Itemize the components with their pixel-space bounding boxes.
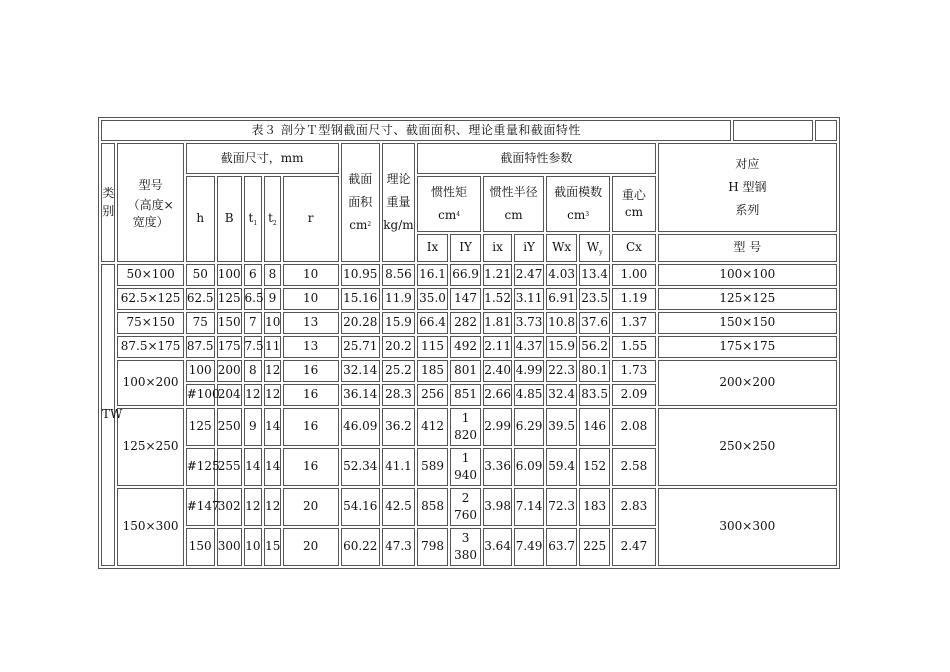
h-cell: 150 [186,528,215,566]
area-cell: 25.71 [341,336,380,358]
ix-cell: 798 [417,528,448,566]
area-cell: 36.14 [341,384,380,406]
table-row [101,336,837,358]
wy-cell: 23.5 [579,288,610,310]
t1-header: $t_1$ [244,176,263,262]
wx-cell: 39.5 [546,408,577,446]
area-cell: 46.09 [341,408,380,446]
ix-cell: 3.36 [483,448,512,486]
r-header: r [283,176,339,262]
t1-cell: 12 [244,488,263,526]
wx-cell: 22.3 [546,360,577,382]
series-cell: 300×300 [658,488,837,566]
weight-cell: 41.1 [382,448,415,486]
model-cell: 150×300 [117,488,183,566]
cx-cell: 1.19 [612,288,655,310]
wy-cell: 83.5 [579,384,610,406]
ix-cell: 185 [417,360,448,382]
radius-header: 惯性半径 cm [483,176,544,232]
iy-cell: 3 380 [450,528,481,566]
iy-cell: 6.09 [514,448,544,486]
series-cell: 150×150 [658,312,837,334]
dims-header: 截面尺寸，mm [186,143,339,174]
h-cell: 87.5 [186,336,215,358]
weight-cell: 28.3 [382,384,415,406]
b-cell: 100 [217,264,242,286]
cx-cell: 2.58 [612,448,655,486]
iy-cell: 1 940 [450,448,481,486]
iy-cell: 147 [450,288,481,310]
iy-cell: 4.37 [514,336,544,358]
weight-cell: 15.9 [382,312,415,334]
cx-header: Cx [612,234,655,262]
model-cell: 87.5×175 [117,336,183,358]
iy-cell: 492 [450,336,481,358]
wx-cell: 15.9 [546,336,577,358]
t2-cell: 12 [264,384,281,406]
series-cell: 250×250 [658,408,837,486]
t2-cell: 11 [264,336,281,358]
t2-cell: 10 [264,312,281,334]
t2-cell: 12 [264,488,281,526]
ix-moment-header: Ix [417,234,448,262]
r-cell: 16 [283,384,339,406]
r-cell: 16 [283,448,339,486]
ix-radius-header: ix [483,234,512,262]
t2-cell: 8 [264,264,281,286]
t1-cell: 7.5 [244,336,263,358]
series-model-header: 型 号 [658,234,837,262]
t1-cell: 12 [244,384,263,406]
cx-cell: 1.37 [612,312,655,334]
category-header: 类 别 [101,143,115,262]
weight-cell: 36.2 [382,408,415,446]
model-cell: 100×200 [117,360,183,406]
iy-cell: 851 [450,384,481,406]
cx-cell: 1.00 [612,264,655,286]
ix-cell: 858 [417,488,448,526]
iy-cell: 6.29 [514,408,544,446]
title-blank-cell [815,120,837,141]
table-row [101,312,837,334]
wy-cell: 152 [579,448,610,486]
b-cell: 150 [217,312,242,334]
ix-cell: 35.0 [417,288,448,310]
t2-header: $t_2$ [264,176,281,262]
model-header: 型号 （高度× 宽度） [117,143,183,262]
cx-cell: 2.83 [612,488,655,526]
iy-cell: 801 [450,360,481,382]
ix-cell: 3.64 [483,528,512,566]
weight-cell: 11.9 [382,288,415,310]
h-cell: 100 [186,360,215,382]
table-row [101,264,837,286]
weight-cell: 25.2 [382,360,415,382]
props-header: 截面特性参数 [417,143,656,174]
t1-cell: 14 [244,448,263,486]
cx-cell: 1.55 [612,336,655,358]
h-series-header: 对应 H 型钢 系列 [658,143,837,232]
ix-cell: 16.1 [417,264,448,286]
ix-cell: 412 [417,408,448,446]
h-cell: #125 [186,448,215,486]
r-cell: 20 [283,488,339,526]
area-cell: 32.14 [341,360,380,382]
wy-cell: 146 [579,408,610,446]
ix-cell: 115 [417,336,448,358]
model-cell: 62.5×125 [117,288,183,310]
wx-cell: 10.8 [546,312,577,334]
iy-cell: 4.99 [514,360,544,382]
cx-cell: 1.73 [612,360,655,382]
wx-cell: 32.4 [546,384,577,406]
wy-cell: 225 [579,528,610,566]
table-title: 表３ 剖分Ｔ型钢截面尺寸、截面面积、理论重量和截面特性 [101,120,731,141]
area-cell: 10.95 [341,264,380,286]
iy-cell: 2.47 [514,264,544,286]
b-cell: 125 [217,288,242,310]
weight-header: 理论 重量 kg/m [382,143,415,262]
h-cell: 50 [186,264,215,286]
h-cell: 62.5 [186,288,215,310]
table-row [101,360,837,382]
area-cell: 15.16 [341,288,380,310]
b-cell: 175 [217,336,242,358]
wy-cell: 80.1 [579,360,610,382]
b-cell: 255 [217,448,242,486]
series-cell: 125×125 [658,288,837,310]
iy-cell: 66.9 [450,264,481,286]
table-row [101,408,837,446]
t1-cell: 10 [244,528,263,566]
t1-cell: 8 [244,360,263,382]
area-cell: 60.22 [341,528,380,566]
model-cell: 50×100 [117,264,183,286]
wx-cell: 4.03 [546,264,577,286]
ix-cell: 2.11 [483,336,512,358]
inertia-header: 惯性矩 $cm^4$ [417,176,481,232]
t1-cell: 6.5 [244,288,263,310]
wy-cell: 13.4 [579,264,610,286]
t1-cell: 6 [244,264,263,286]
wy-header: $W_y$ [579,234,610,262]
wx-cell: 63.7 [546,528,577,566]
weight-cell: 42.5 [382,488,415,526]
t2-cell: 12 [264,360,281,382]
b-header: B [217,176,242,262]
r-cell: 16 [283,360,339,382]
iy-radius-header: iY [514,234,544,262]
wx-header: Wx [546,234,577,262]
weight-cell: 20.2 [382,336,415,358]
ix-cell: 2.40 [483,360,512,382]
iy-cell: 2 760 [450,488,481,526]
h-header: h [186,176,215,262]
model-cell: 75×150 [117,312,183,334]
b-cell: 302 [217,488,242,526]
section-properties-table [98,117,840,569]
iy-cell: 3.11 [514,288,544,310]
wy-cell: 37.6 [579,312,610,334]
table-row [101,488,837,526]
h-cell: #147 [186,488,215,526]
cx-cell: 2.08 [612,408,655,446]
wx-cell: 6.91 [546,288,577,310]
area-header: 截面 面积 $cm^2$ [341,143,380,262]
t2-cell: 14 [264,448,281,486]
b-cell: 250 [217,408,242,446]
ix-cell: 1.21 [483,264,512,286]
area-cell: 54.16 [341,488,380,526]
b-cell: 200 [217,360,242,382]
iy-cell: 282 [450,312,481,334]
modulus-header: 截面模数 $cm^3$ [546,176,610,232]
ix-cell: 589 [417,448,448,486]
table-row [101,288,837,310]
iy-cell: 7.49 [514,528,544,566]
h-cell: 125 [186,408,215,446]
weight-cell: 8.56 [382,264,415,286]
r-cell: 10 [283,288,339,310]
ix-cell: 66.4 [417,312,448,334]
ix-cell: 1.52 [483,288,512,310]
b-cell: 300 [217,528,242,566]
r-cell: 10 [283,264,339,286]
wx-cell: 59.4 [546,448,577,486]
h-cell: #100 [186,384,215,406]
centroid-header: 重心 cm [612,176,655,232]
t2-cell: 15 [264,528,281,566]
h-cell: 75 [186,312,215,334]
area-cell: 20.28 [341,312,380,334]
title-blank-cell [733,120,813,141]
iy-cell: 4.85 [514,384,544,406]
series-cell: 175×175 [658,336,837,358]
model-cell: 125×250 [117,408,183,486]
r-cell: 13 [283,336,339,358]
iy-moment-header: IY [450,234,481,262]
t2-cell: 9 [264,288,281,310]
cx-cell: 2.47 [612,528,655,566]
series-cell: 200×200 [658,360,837,406]
wy-cell: 183 [579,488,610,526]
iy-cell: 1 820 [450,408,481,446]
area-cell: 52.34 [341,448,380,486]
ix-cell: 2.66 [483,384,512,406]
t1-cell: 7 [244,312,263,334]
t2-cell: 14 [264,408,281,446]
ix-cell: 2.99 [483,408,512,446]
t1-cell: 9 [244,408,263,446]
wy-cell: 56.2 [579,336,610,358]
b-cell: 204 [217,384,242,406]
r-cell: 16 [283,408,339,446]
ix-cell: 256 [417,384,448,406]
ix-cell: 1.81 [483,312,512,334]
cx-cell: 2.09 [612,384,655,406]
category-cell: TW [101,264,115,566]
r-cell: 13 [283,312,339,334]
ix-cell: 3.98 [483,488,512,526]
r-cell: 20 [283,528,339,566]
iy-cell: 3.73 [514,312,544,334]
weight-cell: 47.3 [382,528,415,566]
iy-cell: 7.14 [514,488,544,526]
series-cell: 100×100 [658,264,837,286]
wx-cell: 72.3 [546,488,577,526]
